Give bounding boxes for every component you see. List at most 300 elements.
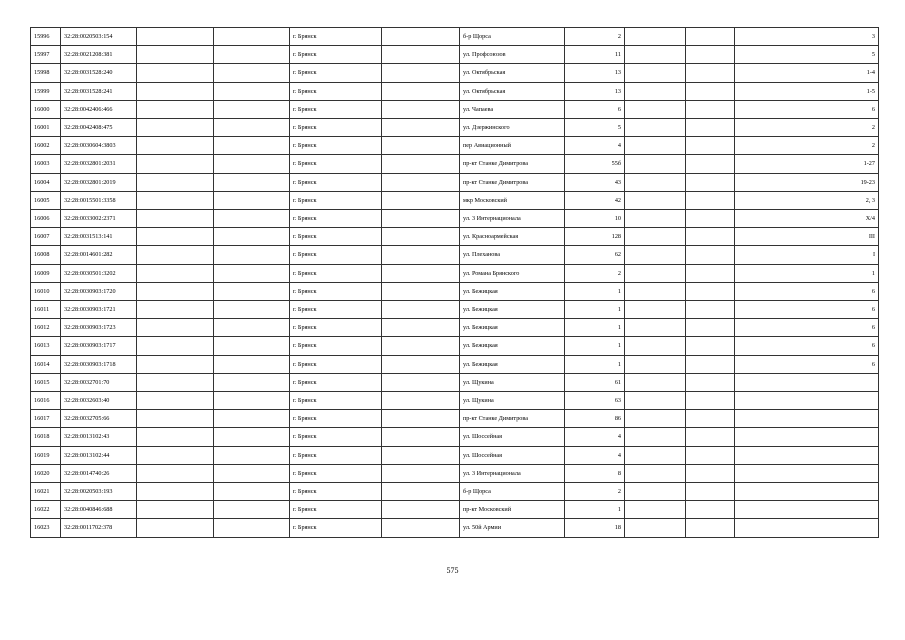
row-id: 16021 <box>31 483 61 501</box>
empty-cell <box>382 301 460 319</box>
empty-cell <box>137 355 214 373</box>
empty-cell <box>625 392 686 410</box>
cadastral-number: 32:28:0042406:466 <box>61 100 137 118</box>
table-row <box>31 64 879 82</box>
street: ул. Дзержинского <box>460 119 565 137</box>
cadastral-number: 32:28:0032801:2031 <box>61 155 137 173</box>
city: г. Брянск <box>290 464 382 482</box>
cadastral-number: 32:28:0032603:40 <box>61 392 137 410</box>
empty-cell <box>686 337 735 355</box>
house-number: 55б <box>565 155 625 173</box>
empty-cell <box>137 100 214 118</box>
empty-cell <box>686 64 735 82</box>
table-row <box>31 392 879 410</box>
cadastral-number: 32:28:0030604:3803 <box>61 137 137 155</box>
empty-cell <box>686 446 735 464</box>
empty-cell <box>382 210 460 228</box>
house-number: 128 <box>565 228 625 246</box>
empty-cell <box>686 301 735 319</box>
table-row <box>31 464 879 482</box>
empty-cell <box>137 137 214 155</box>
empty-cell <box>686 228 735 246</box>
empty-cell <box>214 301 290 319</box>
empty-cell <box>214 428 290 446</box>
register-sheet <box>30 27 878 538</box>
table-row <box>31 282 879 300</box>
flat-number <box>735 373 879 391</box>
row-id: 16007 <box>31 228 61 246</box>
flat-number: X/4 <box>735 210 879 228</box>
empty-cell <box>214 28 290 46</box>
table-row <box>31 319 879 337</box>
flat-number: 1-4 <box>735 64 879 82</box>
city: г. Брянск <box>290 82 382 100</box>
empty-cell <box>686 428 735 446</box>
empty-cell <box>382 446 460 464</box>
cadastral-number: 32:28:0031528:241 <box>61 82 137 100</box>
empty-cell <box>382 191 460 209</box>
house-number: 42 <box>565 191 625 209</box>
street: пр-кт Московский <box>460 501 565 519</box>
table-row <box>31 119 879 137</box>
empty-cell <box>137 428 214 446</box>
flat-number <box>735 519 879 537</box>
empty-cell <box>214 210 290 228</box>
street: пр-кт Станке Димитрова <box>460 155 565 173</box>
cadastral-number: 32:28:0030903:1720 <box>61 282 137 300</box>
cadastral-number: 32:28:0020503:154 <box>61 28 137 46</box>
row-id: 16017 <box>31 410 61 428</box>
cadastral-number: 32:28:0030501:3202 <box>61 264 137 282</box>
empty-cell <box>625 410 686 428</box>
flat-number: 2 <box>735 119 879 137</box>
house-number: 2 <box>565 483 625 501</box>
empty-cell <box>137 246 214 264</box>
house-number: 1 <box>565 282 625 300</box>
empty-cell <box>382 119 460 137</box>
empty-cell <box>137 410 214 428</box>
empty-cell <box>686 137 735 155</box>
house-number: 62 <box>565 246 625 264</box>
empty-cell <box>137 228 214 246</box>
empty-cell <box>625 246 686 264</box>
empty-cell <box>686 264 735 282</box>
empty-cell <box>137 191 214 209</box>
empty-cell <box>382 464 460 482</box>
city: г. Брянск <box>290 337 382 355</box>
house-number: 11 <box>565 46 625 64</box>
city: г. Брянск <box>290 319 382 337</box>
house-number: 13 <box>565 82 625 100</box>
row-id: 16011 <box>31 301 61 319</box>
city: г. Брянск <box>290 64 382 82</box>
empty-cell <box>686 246 735 264</box>
cadastral-number: 32:28:0030903:1718 <box>61 355 137 373</box>
empty-cell <box>382 410 460 428</box>
city: г. Брянск <box>290 28 382 46</box>
cadastral-number: 32:28:0015501:3358 <box>61 191 137 209</box>
empty-cell <box>686 119 735 137</box>
cadastral-number: 32:28:0030903:1717 <box>61 337 137 355</box>
empty-cell <box>382 246 460 264</box>
table-row <box>31 173 879 191</box>
empty-cell <box>625 64 686 82</box>
empty-cell <box>137 210 214 228</box>
empty-cell <box>686 46 735 64</box>
flat-number: 1 <box>735 264 879 282</box>
empty-cell <box>382 501 460 519</box>
street: ул. Чапаева <box>460 100 565 118</box>
empty-cell <box>137 519 214 537</box>
table-row <box>31 519 879 537</box>
empty-cell <box>137 446 214 464</box>
empty-cell <box>686 410 735 428</box>
flat-number: 6 <box>735 319 879 337</box>
empty-cell <box>625 301 686 319</box>
table-row <box>31 501 879 519</box>
empty-cell <box>686 373 735 391</box>
city: г. Брянск <box>290 46 382 64</box>
empty-cell <box>214 282 290 300</box>
flat-number: III <box>735 228 879 246</box>
cadastral-number: 32:28:0014740:26 <box>61 464 137 482</box>
empty-cell <box>382 137 460 155</box>
house-number: 4 <box>565 446 625 464</box>
city: г. Брянск <box>290 210 382 228</box>
cadastral-number: 32:28:0021208:381 <box>61 46 137 64</box>
flat-number <box>735 501 879 519</box>
row-id: 16013 <box>31 337 61 355</box>
empty-cell <box>625 100 686 118</box>
street: пр-кт Станке Димитрова <box>460 173 565 191</box>
table-row <box>31 246 879 264</box>
street: пер Авиационный <box>460 137 565 155</box>
empty-cell <box>137 82 214 100</box>
empty-cell <box>382 28 460 46</box>
empty-cell <box>382 519 460 537</box>
empty-cell <box>686 28 735 46</box>
empty-cell <box>137 483 214 501</box>
empty-cell <box>382 228 460 246</box>
cadastral-number: 32:28:0042408:475 <box>61 119 137 137</box>
city: г. Брянск <box>290 410 382 428</box>
empty-cell <box>382 264 460 282</box>
empty-cell <box>686 191 735 209</box>
empty-cell <box>686 319 735 337</box>
city: г. Брянск <box>290 301 382 319</box>
street: б-р Щорса <box>460 483 565 501</box>
empty-cell <box>382 155 460 173</box>
house-number: 13 <box>565 64 625 82</box>
row-id: 16000 <box>31 100 61 118</box>
row-id: 16016 <box>31 392 61 410</box>
flat-number: 6 <box>735 282 879 300</box>
empty-cell <box>214 64 290 82</box>
house-number: 4 <box>565 428 625 446</box>
house-number: 86 <box>565 410 625 428</box>
city: г. Брянск <box>290 191 382 209</box>
empty-cell <box>137 301 214 319</box>
empty-cell <box>382 392 460 410</box>
flat-number <box>735 392 879 410</box>
empty-cell <box>686 392 735 410</box>
street: ул. Щукина <box>460 373 565 391</box>
row-id: 16001 <box>31 119 61 137</box>
row-id: 16020 <box>31 464 61 482</box>
flat-number: 2 <box>735 137 879 155</box>
empty-cell <box>214 319 290 337</box>
city: г. Брянск <box>290 100 382 118</box>
empty-cell <box>625 319 686 337</box>
table-row <box>31 337 879 355</box>
flat-number <box>735 483 879 501</box>
flat-number: 6 <box>735 355 879 373</box>
empty-cell <box>137 46 214 64</box>
empty-cell <box>625 282 686 300</box>
empty-cell <box>625 373 686 391</box>
house-number: 4 <box>565 137 625 155</box>
house-number: 43 <box>565 173 625 191</box>
street: ул. 3 Интернационала <box>460 464 565 482</box>
empty-cell <box>686 355 735 373</box>
empty-cell <box>214 355 290 373</box>
empty-cell <box>625 355 686 373</box>
empty-cell <box>137 319 214 337</box>
row-id: 15999 <box>31 82 61 100</box>
empty-cell <box>137 155 214 173</box>
flat-number: 6 <box>735 337 879 355</box>
row-id: 16008 <box>31 246 61 264</box>
empty-cell <box>625 428 686 446</box>
city: г. Брянск <box>290 392 382 410</box>
table-row <box>31 137 879 155</box>
house-number: 61 <box>565 373 625 391</box>
empty-cell <box>625 501 686 519</box>
city: г. Брянск <box>290 428 382 446</box>
table-row <box>31 100 879 118</box>
cadastral-number: 32:28:0013102:44 <box>61 446 137 464</box>
flat-number: I <box>735 246 879 264</box>
empty-cell <box>214 483 290 501</box>
flat-number: 6 <box>735 301 879 319</box>
street: ул. Профсоюзов <box>460 46 565 64</box>
flat-number: 1-27 <box>735 155 879 173</box>
row-id: 16023 <box>31 519 61 537</box>
empty-cell <box>137 64 214 82</box>
cadastral-number: 32:28:0031513:141 <box>61 228 137 246</box>
house-number: 8 <box>565 464 625 482</box>
flat-number: 1-5 <box>735 82 879 100</box>
flat-number <box>735 410 879 428</box>
city: г. Брянск <box>290 173 382 191</box>
table-row <box>31 355 879 373</box>
cadastral-number: 32:28:0030903:1723 <box>61 319 137 337</box>
house-number: 1 <box>565 355 625 373</box>
empty-cell <box>382 319 460 337</box>
cadastral-number: 32:28:0032701:70 <box>61 373 137 391</box>
empty-cell <box>686 155 735 173</box>
row-id: 16006 <box>31 210 61 228</box>
street: ул. Бежицкая <box>460 355 565 373</box>
empty-cell <box>137 464 214 482</box>
row-id: 16004 <box>31 173 61 191</box>
row-id: 16019 <box>31 446 61 464</box>
house-number: 1 <box>565 301 625 319</box>
row-id: 15996 <box>31 28 61 46</box>
row-id: 16014 <box>31 355 61 373</box>
street: ул. Бежицкая <box>460 282 565 300</box>
empty-cell <box>625 264 686 282</box>
city: г. Брянск <box>290 282 382 300</box>
empty-cell <box>137 119 214 137</box>
empty-cell <box>137 501 214 519</box>
cadastral-number: 32:28:0032801:2019 <box>61 173 137 191</box>
empty-cell <box>625 337 686 355</box>
city: г. Брянск <box>290 483 382 501</box>
row-id: 16005 <box>31 191 61 209</box>
empty-cell <box>686 82 735 100</box>
street: ул. Бежицкая <box>460 319 565 337</box>
empty-cell <box>382 100 460 118</box>
city: г. Брянск <box>290 119 382 137</box>
empty-cell <box>137 28 214 46</box>
flat-number: 19-23 <box>735 173 879 191</box>
row-id: 16009 <box>31 264 61 282</box>
empty-cell <box>382 373 460 391</box>
street: ул. Октябрьская <box>460 64 565 82</box>
empty-cell <box>382 428 460 446</box>
city: г. Брянск <box>290 137 382 155</box>
page-number: 575 <box>446 566 459 575</box>
empty-cell <box>214 264 290 282</box>
flat-number: 2, 3 <box>735 191 879 209</box>
house-number: 6 <box>565 100 625 118</box>
empty-cell <box>214 246 290 264</box>
empty-cell <box>686 282 735 300</box>
table-row <box>31 446 879 464</box>
cadastral-number: 32:28:0014601:282 <box>61 246 137 264</box>
cadastral-number: 32:28:0031528:240 <box>61 64 137 82</box>
row-id: 16018 <box>31 428 61 446</box>
empty-cell <box>625 210 686 228</box>
street: ул. Шоссейная <box>460 446 565 464</box>
house-number: 63 <box>565 392 625 410</box>
empty-cell <box>214 228 290 246</box>
street: ул. 50й Армии <box>460 519 565 537</box>
city: г. Брянск <box>290 373 382 391</box>
empty-cell <box>214 337 290 355</box>
empty-cell <box>214 191 290 209</box>
empty-cell <box>686 519 735 537</box>
flat-number <box>735 446 879 464</box>
empty-cell <box>214 464 290 482</box>
empty-cell <box>686 100 735 118</box>
empty-cell <box>625 464 686 482</box>
row-id: 15998 <box>31 64 61 82</box>
cadastral-number: 32:28:0020503:193 <box>61 483 137 501</box>
city: г. Брянск <box>290 446 382 464</box>
empty-cell <box>214 119 290 137</box>
flat-number: 3 <box>735 28 879 46</box>
row-id: 15997 <box>31 46 61 64</box>
table-body <box>31 28 879 538</box>
empty-cell <box>137 392 214 410</box>
table-row <box>31 228 879 246</box>
empty-cell <box>137 373 214 391</box>
empty-cell <box>214 519 290 537</box>
table-row <box>31 428 879 446</box>
street: ул. 3 Интернационала <box>460 210 565 228</box>
city: г. Брянск <box>290 246 382 264</box>
empty-cell <box>686 210 735 228</box>
empty-cell <box>214 100 290 118</box>
empty-cell <box>382 483 460 501</box>
empty-cell <box>214 373 290 391</box>
empty-cell <box>382 282 460 300</box>
flat-number <box>735 428 879 446</box>
table-row <box>31 28 879 46</box>
house-number: 1 <box>565 501 625 519</box>
city: г. Брянск <box>290 355 382 373</box>
empty-cell <box>137 173 214 191</box>
city: г. Брянск <box>290 155 382 173</box>
cadastral-number: 32:28:0033002:2371 <box>61 210 137 228</box>
cadastral-number: 32:28:0032705:66 <box>61 410 137 428</box>
empty-cell <box>625 119 686 137</box>
house-number: 5 <box>565 119 625 137</box>
table-row <box>31 155 879 173</box>
empty-cell <box>214 82 290 100</box>
street: ул. Бежицкая <box>460 301 565 319</box>
table-row <box>31 483 879 501</box>
empty-cell <box>625 82 686 100</box>
empty-cell <box>625 155 686 173</box>
street: ул. Бежицкая <box>460 337 565 355</box>
street: ул. Красноармейская <box>460 228 565 246</box>
street: мкр Московский <box>460 191 565 209</box>
row-id: 16022 <box>31 501 61 519</box>
house-number: 18 <box>565 519 625 537</box>
street: ул. Октябрьская <box>460 82 565 100</box>
table-row <box>31 373 879 391</box>
house-number: 1 <box>565 337 625 355</box>
city: г. Брянск <box>290 501 382 519</box>
empty-cell <box>214 137 290 155</box>
cadastral-number: 32:28:0013102:43 <box>61 428 137 446</box>
flat-number <box>735 464 879 482</box>
empty-cell <box>382 355 460 373</box>
empty-cell <box>625 519 686 537</box>
empty-cell <box>625 191 686 209</box>
empty-cell <box>137 282 214 300</box>
street: пр-кт Станке Димитрова <box>460 410 565 428</box>
city: г. Брянск <box>290 264 382 282</box>
row-id: 16002 <box>31 137 61 155</box>
empty-cell <box>382 337 460 355</box>
house-number: 10 <box>565 210 625 228</box>
empty-cell <box>625 28 686 46</box>
empty-cell <box>214 501 290 519</box>
empty-cell <box>686 173 735 191</box>
flat-number: 6 <box>735 100 879 118</box>
row-id: 16003 <box>31 155 61 173</box>
street: ул. Плеханова <box>460 246 565 264</box>
house-number: 2 <box>565 28 625 46</box>
empty-cell <box>137 264 214 282</box>
table-row <box>31 210 879 228</box>
city: г. Брянск <box>290 519 382 537</box>
property-table <box>30 27 879 538</box>
